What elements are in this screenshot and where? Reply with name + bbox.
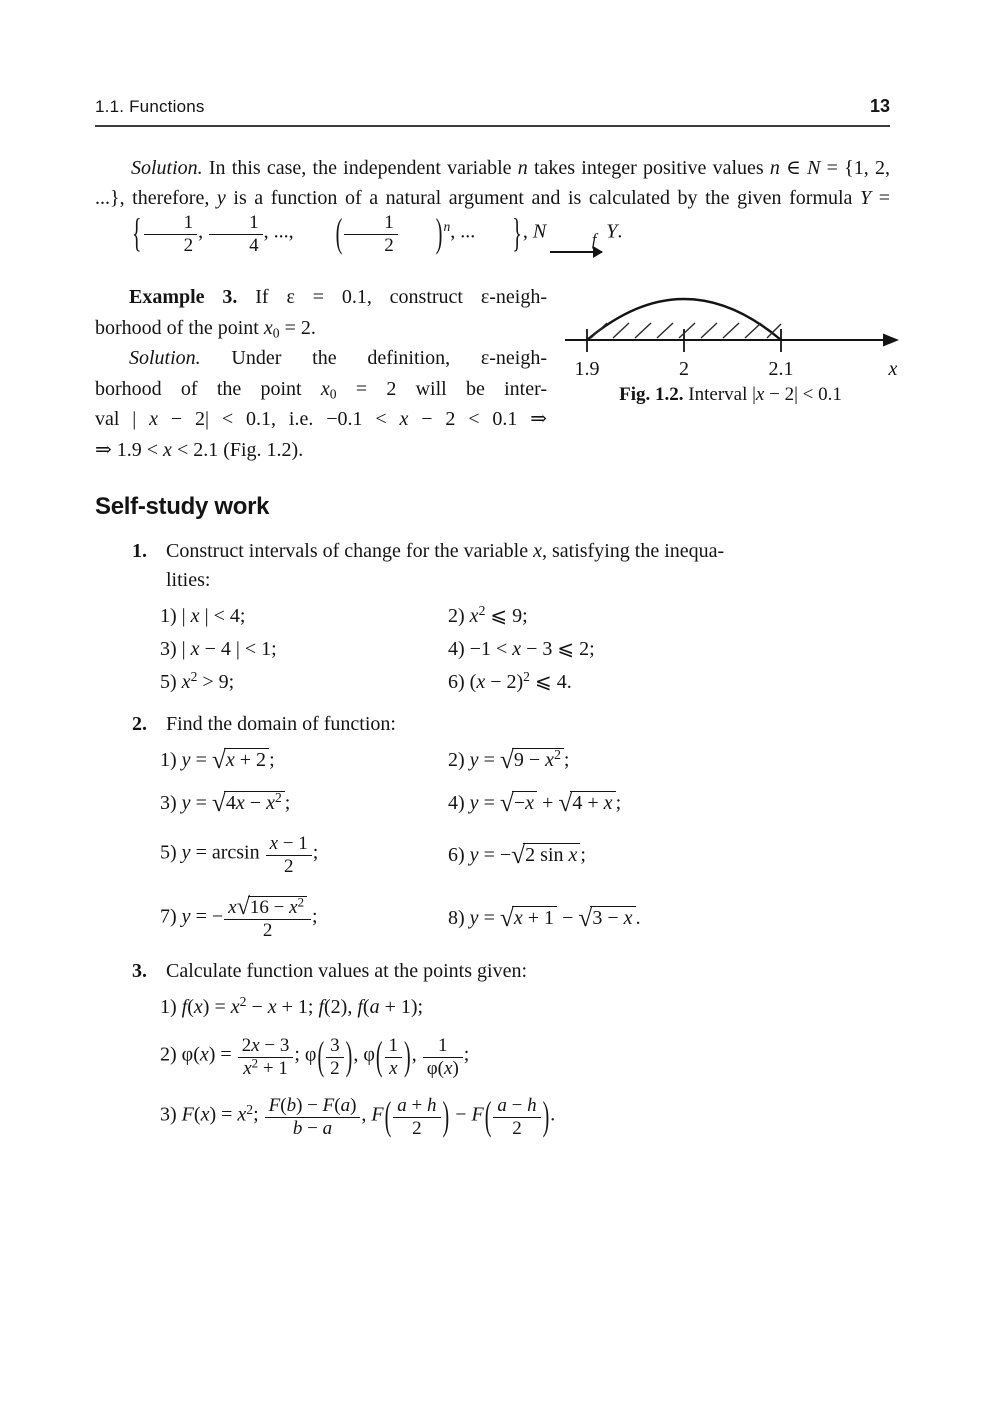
math-item: 5) y = arcsin $\frac{x - 1}{2}$ ;	[160, 833, 319, 877]
problem-1-head	[132, 537, 890, 595]
radical-icon: √	[499, 744, 514, 774]
radical-icon: √	[211, 744, 226, 774]
math-item: 3) | x − 4 | < 1;	[160, 638, 277, 661]
math-item: 6) y = −√2 sin x ;	[448, 840, 586, 870]
tick-label-2-1: 2.1	[768, 358, 794, 381]
problem-2	[95, 710, 890, 941]
problem-3	[95, 957, 890, 1139]
radical-icon: √	[578, 902, 593, 932]
example-line: borhood of the point $x_0 = 2$.	[95, 316, 316, 340]
problem-number: 3.	[132, 959, 147, 982]
radical-icon: √	[499, 787, 514, 817]
figure-1-2	[559, 278, 902, 465]
radical-icon: √	[499, 902, 514, 932]
math-item: 2) $x^2$ ⩽ 9;	[448, 603, 528, 628]
math-item: 1) | x | < 4;	[160, 605, 246, 628]
page-header	[95, 96, 890, 117]
problem-title: Calculate function values at the points given:	[166, 959, 528, 982]
example-line: ⇒ 1.9 < x < 2.1 (Fig. 1.2).	[95, 438, 304, 461]
math-item: 3) $y = √4x - x^2$ ;	[160, 787, 291, 817]
math-item: 4) y = √−x + √4 + x ;	[448, 787, 622, 817]
hatching	[591, 323, 781, 338]
tick-label-2: 2	[679, 358, 689, 381]
problem-number: 1.	[132, 540, 147, 563]
axis-arrowhead-icon	[883, 334, 899, 347]
example-line: borhood of the point $x_0 = 2$ will be inter-	[95, 377, 547, 401]
solution-paragraph: Solution. In this case, the independent variable n takes integer positive values n ∈ N = {1, 2, ...}, therefore, y is a function of a natural argument and is calculated by the given formula Y = { $\frac{1}{2}$ , $\frac{1}{4}$ , ..., ( $\frac{1}{2}$ )$^n$, ... }, N f Y.	[95, 153, 890, 260]
example-3-text	[95, 282, 547, 465]
problem-title: Construct intervals of change for the variable x, satisfying the inequa- lities:	[166, 540, 725, 592]
math-item: 4) −1 < x − 3 ⩽ 2;	[448, 638, 595, 661]
radical-icon: √	[558, 787, 573, 817]
problem-3-head	[132, 957, 890, 986]
number-line-figure	[559, 278, 902, 380]
axis-label-x: x	[888, 358, 898, 381]
problem-1-items	[160, 604, 890, 694]
problem-title: Find the domain of function:	[166, 713, 396, 736]
math-item: 1) $f(x) = x^2 - x + 1$; f(2), f(a + 1);	[160, 994, 424, 1018]
header-rule	[95, 125, 890, 127]
mapping-arrow-icon: f	[550, 232, 602, 260]
math-item: 1) y = √x + 2 ;	[160, 744, 275, 774]
self-study-heading: Self-study work	[95, 493, 270, 521]
section-title: 1.1. Functions	[95, 97, 205, 116]
example-3-block	[95, 282, 898, 465]
math-item: 3) $F(x) = x^2$; $\frac{F(b) - F(a)}{b - a}$ , F( $\frac{a + h}{2}$ ) − F( $\frac{a - h}{2}$ ).	[160, 1094, 556, 1139]
math-item: 7) y = − $\frac{x√16 - x^2}{2}$ ;	[160, 893, 318, 941]
page-number: 13	[869, 96, 890, 116]
example-line: val | x − 2| < 0.1, i.e. −0.1 < x − 2 < 0.1 ⇒	[95, 408, 547, 431]
math-item: 8) y = √x + 1 − √3 − x .	[448, 902, 641, 932]
math-item: 6) $(x - 2)^2$ ⩽ 4.	[448, 669, 572, 694]
math-item: 2) φ(x) = $\frac{2x - 3}{x^2 + 1}$ ; φ( $\frac{3}{2}$ ), φ( $\frac{1}{x}$ ), $\frac{1}{\varphi(x)}$ ;	[160, 1034, 470, 1079]
problem-1	[95, 537, 890, 694]
math-item: 5) $x^2 > 9$;	[160, 669, 235, 694]
tick-label-1-9: 1.9	[574, 358, 600, 381]
figure-caption: Fig. 1.2. Interval |x − 2| < 0.1	[619, 384, 842, 406]
problem-2-items	[160, 744, 890, 941]
math-item: 2) $y = √9 - x^2$ ;	[448, 744, 570, 774]
example-line: Solution. Under the definition, ε-neigh-	[129, 347, 547, 370]
radical-icon: √	[511, 840, 526, 870]
radical-icon: √	[236, 893, 250, 921]
radical-icon: √	[211, 787, 226, 817]
problem-3-items	[160, 995, 890, 1139]
problem-2-head	[132, 710, 890, 739]
problem-number: 2.	[132, 713, 147, 736]
example-line: Example 3. If ε = 0.1, construct ε-neigh-	[129, 286, 547, 309]
